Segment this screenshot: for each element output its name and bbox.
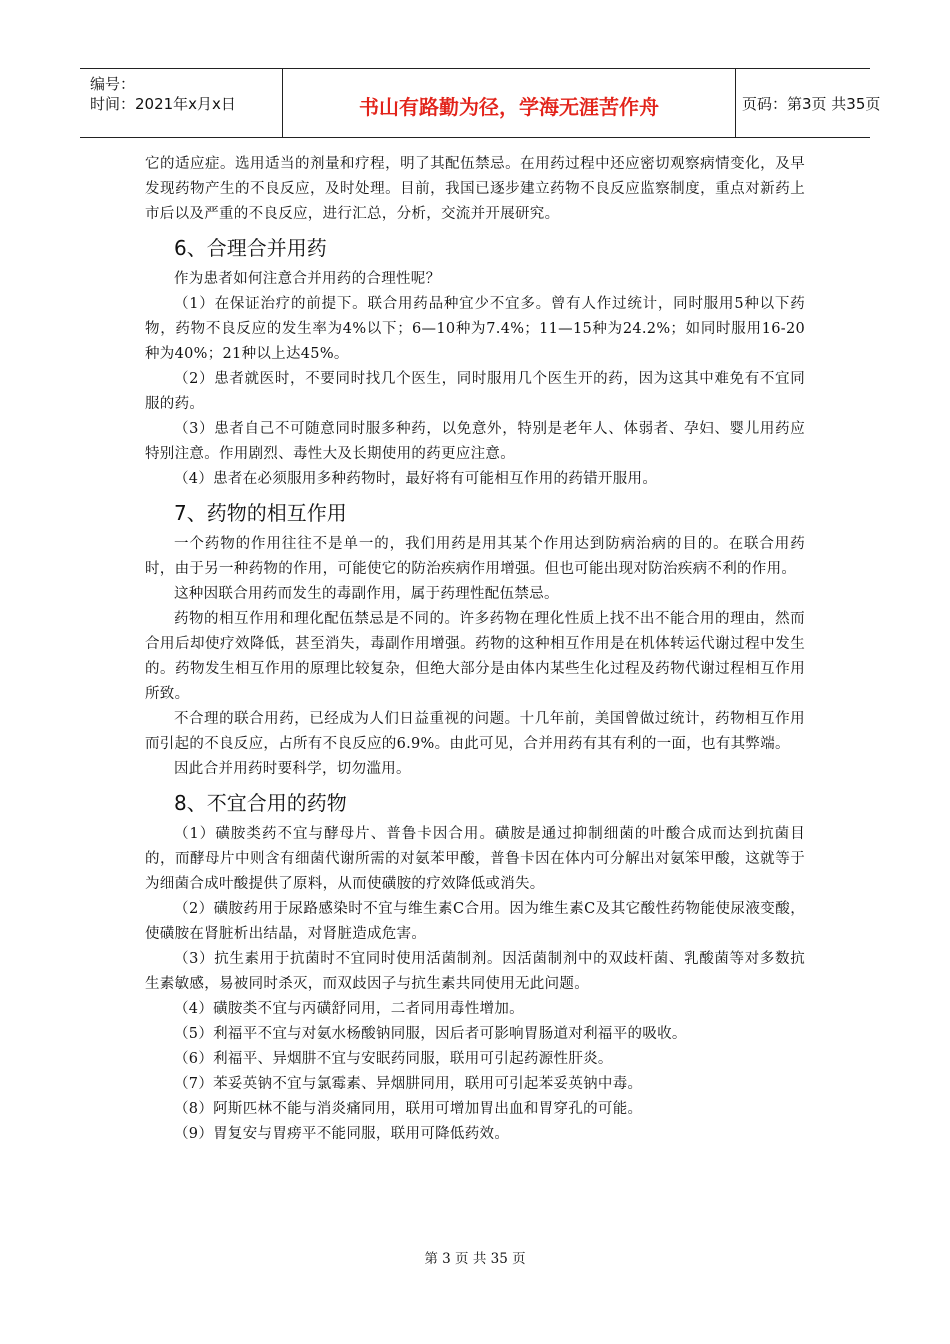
header-motto-cell <box>282 69 736 137</box>
paragraph: 一个药物的作用往往不是单一的，我们用药是用其某个作用达到防病治病的目的。在联合用药时，由于另一种药物的作用，可能使它的防治疾病作用增强。但也可能出现对防治疾病不利的作用。 <box>145 536 805 577</box>
doc-date-label: 时间：2021年x月x日 <box>90 95 236 113</box>
header-page-cell <box>736 69 881 137</box>
list-item: （2）患者就医时，不要同时找几个医生，同时服用几个医生开的药，因为这其中难免有不宜同服的药。 <box>145 371 805 412</box>
page-header <box>80 68 881 138</box>
list-item: （4）磺胺类不宜与丙磺舒同用，二者同用毒性增加。 <box>174 1001 524 1017</box>
list-item: （3）抗生素用于抗菌时不宜同时使用活菌制剂。因活菌制剂中的双歧杆菌、乳酸菌等对多数抗生素敏感，易被同时杀灭，而双歧因子与抗生素共同使用无此问题。 <box>145 951 805 992</box>
list-item: （2）磺胺药用于尿路感染时不宜与维生素C合用。因为维生素C及其它酸性药物能使尿液变酸，使磺胺在肾脏析出结晶，对肾脏造成危害。 <box>145 901 805 942</box>
section-heading-8: 8、不宜合用的药物 <box>174 791 347 815</box>
list-item: （1）磺胺类药不宜与酵母片、普鲁卡因合用。磺胺是通过抑制细菌的叶酸合成而达到抗菌目的，而酵母片中则含有细菌代谢所需的对氨苯甲酸，普鲁卡因在体内可分解出对氨笨甲酸，这就等于为细菌合成叶酸提供了原料，从而使磺胺的疗效降低或消失。 <box>145 826 805 892</box>
list-item: （5）利福平不宜与对氨水杨酸钠同服，因后者可影响胃肠道对利福平的吸收。 <box>174 1026 687 1042</box>
footer-page-number: 第 3 页 共 35 页 <box>424 1251 526 1267</box>
paragraph: 不合理的联合用药，已经成为人们日益重视的问题。十几年前，美国曾做过统计，药物相互作用而引起的不良反应，占所有不良反应的6.9%。由此可见，合并用药有其有利的一面，也有其弊端。 <box>145 711 805 752</box>
doc-number-label: 编号： <box>90 75 136 93</box>
section-heading-6: 6、合理合并用药 <box>174 236 327 260</box>
list-item: （6）利福平、异烟肼不宜与安眠药同服，联用可引起药源性肝炎。 <box>174 1051 613 1067</box>
list-item: （3）患者自己不可随意同时服多种药，以免意外，特别是老年人、体弱者、孕妇、婴儿用药应特别注意。作用剧烈、毒性大及长期使用的药更应注意。 <box>145 421 805 462</box>
section-heading-7: 7、药物的相互作用 <box>174 501 347 525</box>
page-footer <box>0 1247 950 1267</box>
paragraph-continuation: 它的适应症。选用适当的剂量和疗程，明了其配伍禁忌。在用药过程中还应密切观察病情变化，及早发现药物产生的不良反应，及时处理。目前，我国已逐步建立药物不良反应监察制度，重点对新药上市后以及严重的不良反应，进行汇总，分析，交流并开展研究。 <box>145 156 805 222</box>
header-motto: 书山有路勤为径，学海无涯苦作舟 <box>359 95 659 119</box>
paragraph: 因此合并用药时要科学，切勿滥用。 <box>174 761 411 777</box>
list-item: （8）阿斯匹林不能与消炎痛同用，联用可增加胃出血和胃穿孔的可能。 <box>174 1101 643 1117</box>
paragraph: 作为患者如何注意合并用药的合理性呢？ <box>174 271 441 287</box>
list-item: （1）在保证治疗的前提下。联合用药品种宜少不宜多。曾有人作过统计，同时服用5种以下药物，药物不良反应的发生率为4%以下；6—10种为7.4%；11—15种为24.2%；如同时服用16-20种为40%；21种以上达45%。 <box>145 296 805 362</box>
list-item: （9）胃复安与胃痨平不能同服，联用可降低药效。 <box>174 1126 510 1142</box>
document-body <box>145 152 805 1147</box>
header-info-cell <box>80 69 280 137</box>
list-item: （7）苯妥英钠不宜与氯霉素、异烟肼同用，联用可引起苯妥英钠中毒。 <box>174 1076 643 1092</box>
header-page-code: 页码：第3页 共35页 <box>742 95 881 113</box>
paragraph: 这种因联合用药而发生的毒副作用，属于药理性配伍禁忌。 <box>174 586 559 602</box>
paragraph: 药物的相互作用和理化配伍禁忌是不同的。许多药物在理化性质上找不出不能合用的理由，然而合用后却使疗效降低，甚至消失，毒副作用增强。药物的这种相互作用是在机体转运代谢过程中发生的。药物发生相互作用的原理比较复杂，但绝大部分是由体内某些生化过程及药物代谢过程相互作用所致。 <box>145 611 805 702</box>
list-item: （4）患者在必须服用多种药物时，最好将有可能相互作用的药错开服用。 <box>174 471 658 487</box>
